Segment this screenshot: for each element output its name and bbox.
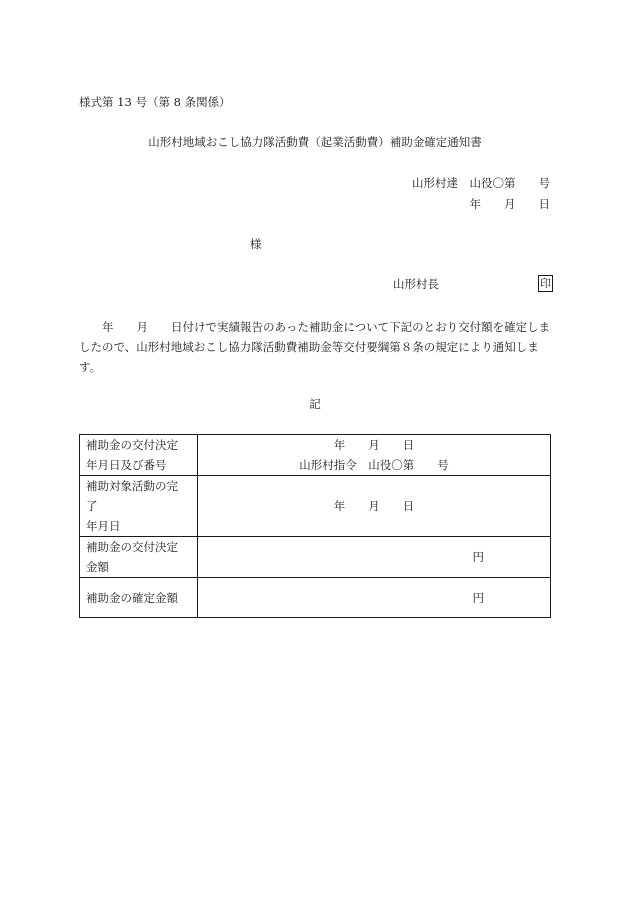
label-line: 年月日 <box>86 519 121 533</box>
label-line: 了 <box>86 499 98 513</box>
row-value-decision-date <box>198 435 551 476</box>
row-value-confirmed-amount <box>198 578 551 618</box>
issuer-reference: 山形村達 山役〇第 号 <box>412 176 550 190</box>
table-row <box>80 578 551 618</box>
row-value-decision-amount <box>198 537 551 578</box>
document-title: 山形村地域おこし協力隊活動費（起業活動費）補助金確定通知書 <box>148 135 482 149</box>
value-line: 山形村指令 山役〇第 号 <box>299 458 449 472</box>
row-label-confirmed-amount <box>80 578 198 618</box>
table-row <box>80 476 551 537</box>
confirmation-table <box>79 434 551 618</box>
table-row <box>80 537 551 578</box>
row-value-completion-date <box>198 476 551 537</box>
value-line: 年 月 日 <box>333 438 415 452</box>
row-label-decision-amount <box>80 537 198 578</box>
value-line: 年 月 日 <box>333 499 415 513</box>
addressee-honorific: 様 <box>250 237 262 251</box>
value-line: 円 <box>472 590 484 605</box>
sender-name: 山形村長 <box>393 277 439 291</box>
ki-heading: 記 <box>309 397 321 411</box>
value-line: 円 <box>472 550 484 564</box>
row-label-completion-date <box>80 476 198 537</box>
label-line: 補助金の確定金額 <box>86 590 178 605</box>
label-line: 補助対象活動の完 <box>86 479 178 493</box>
notice-body: 年 月 日付けで実績報告のあった補助金について下記のとおり交付額を確定しましたので、山形村地域おこし協力隊活動費補助金等交付要綱第８条の規定により通知します。 <box>79 320 551 374</box>
label-line: 補助金の交付決定 <box>86 438 178 452</box>
table-row <box>80 435 551 476</box>
label-line: 年月日及び番号 <box>86 458 167 472</box>
row-label-decision-date <box>80 435 198 476</box>
label-line: 補助金の交付決定 <box>86 540 178 554</box>
label-line: 金額 <box>86 560 109 574</box>
issue-date: 年 月 日 <box>469 197 550 211</box>
form-number: 様式第 13 号（第 8 条関係） <box>79 95 231 109</box>
seal-mark: 印 <box>540 277 551 290</box>
